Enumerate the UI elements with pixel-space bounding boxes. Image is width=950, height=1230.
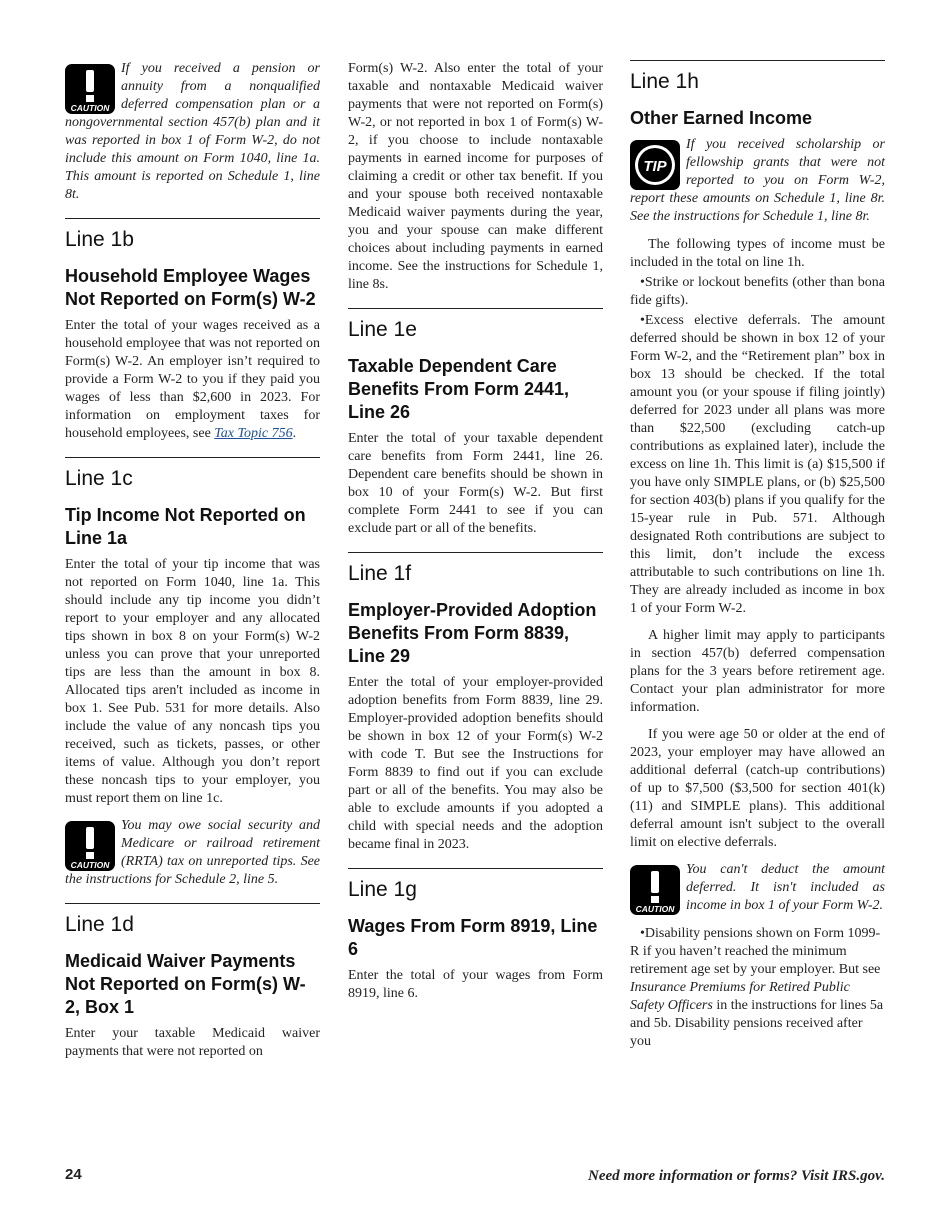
section-line-1d: [65, 903, 320, 1061]
column-2: [348, 60, 603, 1012]
list-item: • Strike or lockout benefits (other than bona fide gifts).: [630, 274, 885, 310]
section-subheading: Taxable Dependent Care Benefits From Form 2441, Line 26: [348, 356, 570, 422]
section-subheading: Other Earned Income: [630, 108, 813, 128]
caution-text: If you received a pension or annuity from a nonqualified deferred compensation plan or a nongovernmental section 457(b) plan and it was reported in box 1 of Form W-2, do not include this amount on Form 1040, line 1a. This amount is reported on Schedule 1, line 8t.: [65, 61, 320, 202]
svg-text:CAUTION: CAUTION: [635, 904, 675, 914]
section-heading: Line 1b: [65, 228, 134, 251]
section-line-1e: [348, 308, 603, 538]
section-subheading: Medicaid Waiver Payments Not Reported on Form(s) W-2, Box 1: [65, 951, 306, 1017]
section-heading: Line 1g: [348, 878, 417, 901]
list-item: • Excess elective deferrals. The amount deferred should be shown in box 12 of your Form W-2, and the “Retirement plan” box in box 13 should be checked. If the total amount you (or your spouse if filing jointly) deferred for 2023 under all plans was more than $22,500 (excluding catch-up contributions as explained later), include the excess on line 1h. This limit is (a) $15,500 if you have only SIMPLE plans, or (b) $25,500 for section 403(b) plans if you qualify for the 15-year rule in Pub. 571. Although designated Roth contributions are subject to this limit, don’t include the excess attributable to such contributions on line 1h. They are already included as income in box 1 of your Form W-2.: [630, 312, 885, 618]
svg-text:TIP: TIP: [643, 158, 667, 175]
section-line-1c: [65, 457, 320, 889]
caution-text: You can't deduct the amount deferred. It isn't included as income in box 1 of your Form W-2.: [686, 862, 885, 913]
paragraph: A higher limit may apply to participants in section 457(b) deferred compensation plans for the 3 years before retirement age. Contact your plan administrator for more information.: [630, 628, 885, 715]
section-body: Enter the total of your wages from Form 8919, line 6.: [348, 968, 603, 1001]
caution-note: [65, 60, 320, 204]
section-body: Enter your taxable Medicaid waiver payments that were not reported on: [65, 1026, 320, 1059]
caution-note: [630, 861, 885, 915]
section-heading: Line 1f: [348, 562, 412, 585]
caution-icon: [630, 865, 680, 915]
section-line-1h: [630, 60, 885, 1051]
column-1: [65, 60, 320, 1070]
column-3: [630, 60, 885, 1060]
section-line-1g: [348, 868, 603, 1003]
section-heading: Line 1d: [65, 913, 134, 936]
section-heading: Line 1h: [630, 70, 699, 93]
section-subheading: Employer-Provided Adoption Benefits From Form 8839, Line 29: [348, 600, 597, 666]
section-line-1f: [348, 552, 603, 854]
section-subheading: Tip Income Not Reported on Line 1a: [65, 505, 306, 548]
section-body: Enter the total of your taxable dependent care benefits from Form 2441, line 26. Dependent care benefits should be shown in box 10 of your Form(s) W-2. But first complete Form 2441 to see if you can exclude part or all of the benefits.: [348, 431, 603, 536]
list-item: • Disability pensions shown on Form 1099-R if you haven’t reached the minimum retirement age set by your employer. But see Insurance Premiums for Retired Public Safety Officers in the instructions for lines 5a and 5b. Disability pensions received after you: [630, 925, 885, 1051]
tip-icon: [630, 140, 680, 190]
section-subheading: Household Employee Wages Not Reported on Form(s) W-2: [65, 266, 316, 309]
svg-text:CAUTION: CAUTION: [70, 860, 110, 870]
section-body: Enter the total of your tip income that was not reported on Form 1040, line 1a. This should include any tip income you didn’t report to your employer and any allocated tips shown in box 8 on your Form(s) W-2 unless you can prove that your unreported tips are less than the amount in box 8. Allocated tips aren't included as income in box 1. See Pub. 531 for more details. Also include the value of any noncash tips you received, such as tickets, passes, or other items of value. Although you don’t report these noncash tips to your employer, you must report them on line 1c.: [65, 557, 320, 806]
tip-text: If you received scholarship or fellowship grants that were not reported to you on Form W-2, report these amounts on Schedule 1, line 8r. See the instructions for Schedule 1, line 8r.: [630, 137, 885, 224]
tax-topic-link[interactable]: Tax Topic 756: [214, 426, 293, 441]
paragraph: If you were age 50 or older at the end of 2023, your employer may have allowed an additional deferral (catch-up contributions) of up to $7,500 ($3,500 for section 401(k)(11) and SIMPLE plans). This additional deferral amount isn't subject to the overall limit on elective deferrals.: [630, 727, 885, 850]
section-heading: Line 1c: [65, 467, 133, 490]
caution-note: [65, 817, 320, 889]
caution-icon: [65, 821, 115, 871]
caution-icon: [65, 64, 115, 114]
section-line-1b: [65, 218, 320, 443]
intro-text: The following types of income must be included in the total on line 1h.: [630, 237, 885, 270]
continued-text: Form(s) W-2. Also enter the total of your taxable and nontaxable Medicaid waiver payments that were not reported on Form(s) W-2, or not reported in box 1 of Form(s) W-2, if you choose to include nontaxable payments in earned income for purposes of claiming a credit or other tax benefit. If you and your spouse both received nontaxable Medicaid waiver payments during the year, you and your spouse can make different choices about including payments in earned income. See the instructions for Schedule 1, line 8s.: [348, 61, 603, 292]
section-heading: Line 1e: [348, 318, 417, 341]
page-number: 24: [65, 1166, 82, 1183]
section-subheading: Wages From Form 8919, Line 6: [348, 916, 598, 959]
caution-text: You may owe social security and Medicare or railroad retirement (RRTA) tax on unreported tips. See the instructions for Schedule 2, line 5.: [65, 818, 320, 887]
section-body: Enter the total of your employer-provided adoption benefits from Form 8839, line 29. Employer-provided adoption benefits should be shown in box 12 of your Form(s) W-2 with code T. But see the Instructions for Form 8839 to find out if you can exclude part or all of the benefits. You may also be able to exclude amounts if you adopted a child with special needs and the adoption became final in 2023.: [348, 675, 603, 852]
svg-text:CAUTION: CAUTION: [70, 103, 110, 113]
section-body: Enter the total of your wages received as a household employee that was not reported on Form(s) W-2. An employer isn’t required to provide a Form W-2 to you if they paid you wages of less than $2,600 in 2023. For information on employment taxes for household employees, see Tax Topic 756.: [65, 318, 320, 441]
footer-note: Need more information or forms? Visit IRS.gov.: [588, 1168, 885, 1184]
tip-note: [630, 136, 885, 226]
